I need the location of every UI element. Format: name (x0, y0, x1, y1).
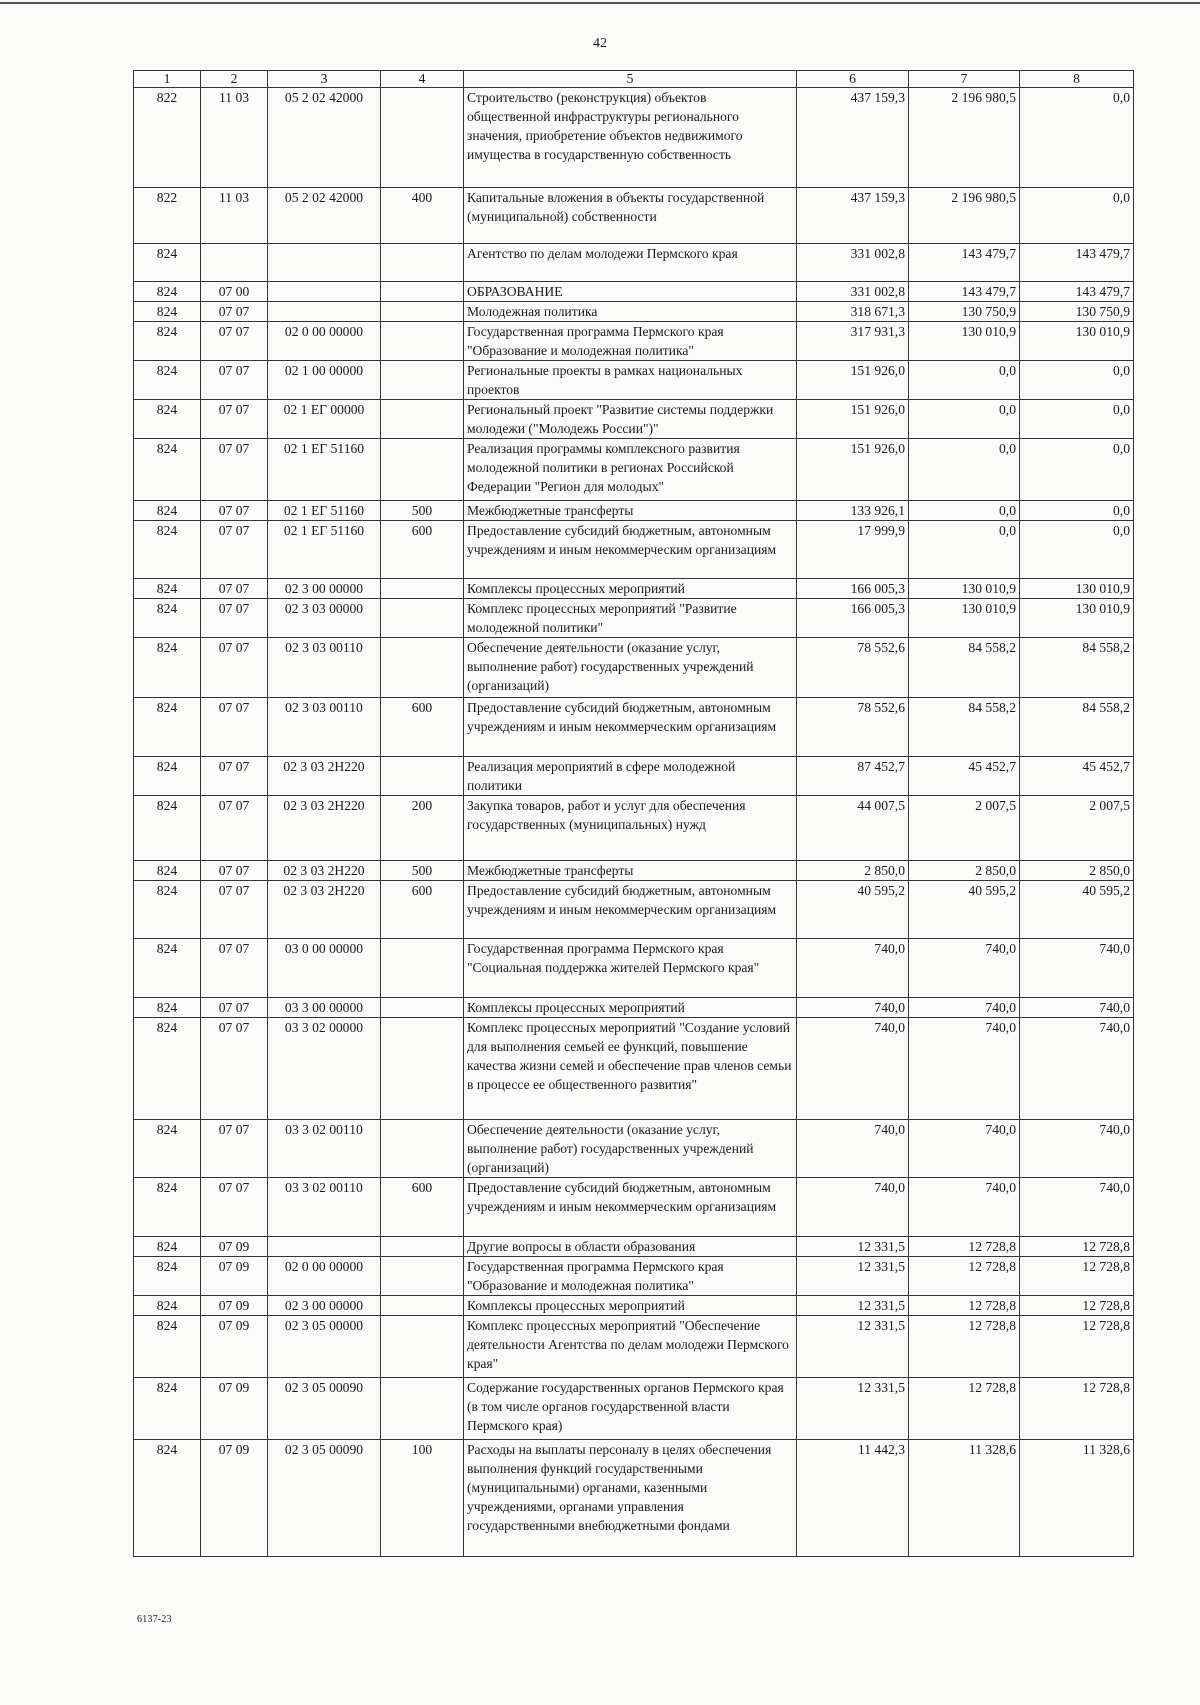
amount-col-7-cell: 0,0 (909, 361, 1020, 400)
amount-col-6-cell: 11 442,3 (797, 1440, 909, 1557)
amount-col-7-cell: 12 728,8 (909, 1257, 1020, 1296)
amount-col-6-cell: 166 005,3 (797, 579, 909, 599)
section-code-cell: 07 07 (201, 1018, 268, 1120)
table-row (134, 1257, 1134, 1296)
amount-col-8-cell: 740,0 (1020, 1018, 1134, 1120)
admin-code-cell: 824 (134, 1120, 201, 1178)
section-code-cell: 07 07 (201, 1120, 268, 1178)
section-code-cell: 07 09 (201, 1296, 268, 1316)
table-row (134, 796, 1134, 861)
description-cell: Комплексы процессных мероприятий (464, 579, 797, 599)
amount-col-6-cell: 437 159,3 (797, 188, 909, 244)
header-col-4: 4 (381, 71, 464, 88)
section-code-cell: 07 07 (201, 796, 268, 861)
table-row (134, 599, 1134, 638)
expense-type-cell (381, 282, 464, 302)
table-row (134, 939, 1134, 998)
header-col-7: 7 (909, 71, 1020, 88)
expense-type-cell (381, 361, 464, 400)
top-border-line (0, 2, 1200, 4)
target-code-cell: 02 1 00 00000 (268, 361, 381, 400)
amount-col-8-cell: 2 850,0 (1020, 861, 1134, 881)
amount-col-6-cell: 317 931,3 (797, 322, 909, 361)
section-code-cell: 07 07 (201, 1178, 268, 1237)
amount-col-7-cell: 2 850,0 (909, 861, 1020, 881)
amount-col-8-cell: 130 750,9 (1020, 302, 1134, 322)
expense-type-cell: 100 (381, 1440, 464, 1557)
amount-col-7-cell: 2 196 980,5 (909, 88, 1020, 188)
expense-type-cell (381, 638, 464, 698)
amount-col-7-cell: 143 479,7 (909, 282, 1020, 302)
amount-col-7-cell: 2 196 980,5 (909, 188, 1020, 244)
table-row (134, 521, 1134, 579)
amount-col-8-cell: 12 728,8 (1020, 1257, 1134, 1296)
expense-type-cell: 500 (381, 861, 464, 881)
table-row (134, 1440, 1134, 1557)
amount-col-6-cell: 437 159,3 (797, 88, 909, 188)
admin-code-cell: 824 (134, 1257, 201, 1296)
amount-col-6-cell: 12 331,5 (797, 1257, 909, 1296)
table-row (134, 861, 1134, 881)
description-cell: Предоставление субсидий бюджетным, автономным учреждениям и иным некоммерческим организациям (464, 698, 797, 757)
admin-code-cell: 824 (134, 599, 201, 638)
target-code-cell: 02 3 00 00000 (268, 1296, 381, 1316)
amount-col-7-cell: 2 007,5 (909, 796, 1020, 861)
section-code-cell: 11 03 (201, 188, 268, 244)
table-row (134, 501, 1134, 521)
section-code-cell: 07 07 (201, 501, 268, 521)
expense-type-cell: 200 (381, 796, 464, 861)
table-row (134, 1120, 1134, 1178)
section-code-cell: 07 07 (201, 757, 268, 796)
amount-col-6-cell: 151 926,0 (797, 400, 909, 439)
description-cell: Государственная программа Пермского края "Образование и молодежная политика" (464, 1257, 797, 1296)
amount-col-8-cell: 12 728,8 (1020, 1237, 1134, 1257)
expense-type-cell (381, 1257, 464, 1296)
admin-code-cell: 824 (134, 861, 201, 881)
target-code-cell (268, 302, 381, 322)
target-code-cell: 02 3 05 00000 (268, 1316, 381, 1378)
admin-code-cell: 824 (134, 1378, 201, 1440)
expense-type-cell (381, 757, 464, 796)
amount-col-8-cell: 130 010,9 (1020, 599, 1134, 638)
target-code-cell: 03 3 02 00110 (268, 1120, 381, 1178)
amount-col-6-cell: 78 552,6 (797, 638, 909, 698)
description-cell: Предоставление субсидий бюджетным, автономным учреждениям и иным некоммерческим организациям (464, 881, 797, 939)
amount-col-8-cell: 0,0 (1020, 521, 1134, 579)
amount-col-6-cell: 151 926,0 (797, 439, 909, 501)
expense-type-cell (381, 579, 464, 599)
expense-type-cell (381, 599, 464, 638)
admin-code-cell: 824 (134, 521, 201, 579)
target-code-cell (268, 244, 381, 282)
description-cell: Закупка товаров, работ и услуг для обеспечения государственных (муниципальных) нужд (464, 796, 797, 861)
table-row (134, 439, 1134, 501)
header-row (134, 71, 1134, 88)
description-cell: Агентство по делам молодежи Пермского края (464, 244, 797, 282)
section-code-cell: 07 09 (201, 1316, 268, 1378)
amount-col-6-cell: 740,0 (797, 1018, 909, 1120)
section-code-cell: 07 07 (201, 998, 268, 1018)
amount-col-7-cell: 740,0 (909, 998, 1020, 1018)
description-cell: Расходы на выплаты персоналу в целях обеспечения выполнения функций государственными (муниципальными) органами, казенными учреждениями, органами управления государственными внебюджетными фондами (464, 1440, 797, 1557)
table-row (134, 244, 1134, 282)
description-cell: Государственная программа Пермского края "Образование и молодежная политика" (464, 322, 797, 361)
section-code-cell: 07 07 (201, 521, 268, 579)
table-row (134, 1237, 1134, 1257)
admin-code-cell: 822 (134, 188, 201, 244)
header-col-5: 5 (464, 71, 797, 88)
expense-type-cell: 600 (381, 881, 464, 939)
document-code: 6137-23 (137, 1614, 172, 1625)
admin-code-cell: 824 (134, 361, 201, 400)
description-cell: Обеспечение деятельности (оказание услуг, выполнение работ) государственных учреждений (организаций) (464, 1120, 797, 1178)
description-cell: Строительство (реконструкция) объектов общественной инфраструктуры регионального значения, приобретение объектов недвижимого имущества в государственную собственность (464, 88, 797, 188)
target-code-cell: 05 2 02 42000 (268, 188, 381, 244)
admin-code-cell: 824 (134, 282, 201, 302)
target-code-cell: 02 3 03 2Н220 (268, 861, 381, 881)
target-code-cell: 02 3 03 00110 (268, 638, 381, 698)
description-cell: Межбюджетные трансферты (464, 861, 797, 881)
admin-code-cell: 824 (134, 881, 201, 939)
admin-code-cell: 824 (134, 757, 201, 796)
description-cell: Комплексы процессных мероприятий (464, 1296, 797, 1316)
admin-code-cell: 824 (134, 796, 201, 861)
amount-col-8-cell: 0,0 (1020, 501, 1134, 521)
description-cell: Реализация мероприятий в сфере молодежной политики (464, 757, 797, 796)
amount-col-6-cell: 740,0 (797, 1120, 909, 1178)
amount-col-8-cell: 84 558,2 (1020, 698, 1134, 757)
target-code-cell: 05 2 02 42000 (268, 88, 381, 188)
expense-type-cell (381, 1378, 464, 1440)
target-code-cell: 02 3 03 2Н220 (268, 881, 381, 939)
expense-type-cell: 600 (381, 521, 464, 579)
budget-table (133, 70, 1134, 1557)
amount-col-7-cell: 84 558,2 (909, 698, 1020, 757)
table-row (134, 881, 1134, 939)
section-code-cell: 07 09 (201, 1257, 268, 1296)
description-cell: Региональные проекты в рамках национальных проектов (464, 361, 797, 400)
target-code-cell: 02 1 ЕГ 51160 (268, 521, 381, 579)
table-row (134, 638, 1134, 698)
expense-type-cell (381, 88, 464, 188)
amount-col-8-cell: 0,0 (1020, 188, 1134, 244)
amount-col-7-cell: 740,0 (909, 939, 1020, 998)
admin-code-cell: 824 (134, 302, 201, 322)
section-code-cell: 07 07 (201, 638, 268, 698)
section-code-cell: 07 07 (201, 939, 268, 998)
table-row (134, 1378, 1134, 1440)
admin-code-cell: 824 (134, 501, 201, 521)
admin-code-cell: 822 (134, 88, 201, 188)
section-code-cell: 07 07 (201, 400, 268, 439)
amount-col-7-cell: 40 595,2 (909, 881, 1020, 939)
amount-col-6-cell: 151 926,0 (797, 361, 909, 400)
amount-col-8-cell: 740,0 (1020, 1178, 1134, 1237)
header-col-1: 1 (134, 71, 201, 88)
amount-col-6-cell: 87 452,7 (797, 757, 909, 796)
amount-col-7-cell: 0,0 (909, 521, 1020, 579)
target-code-cell: 02 0 00 00000 (268, 322, 381, 361)
section-code-cell (201, 244, 268, 282)
amount-col-8-cell: 0,0 (1020, 361, 1134, 400)
section-code-cell: 07 07 (201, 361, 268, 400)
header-col-3: 3 (268, 71, 381, 88)
amount-col-6-cell: 331 002,8 (797, 282, 909, 302)
expense-type-cell: 500 (381, 501, 464, 521)
amount-col-6-cell: 2 850,0 (797, 861, 909, 881)
table-row (134, 1018, 1134, 1120)
description-cell: Молодежная политика (464, 302, 797, 322)
section-code-cell: 07 09 (201, 1440, 268, 1557)
table-row (134, 998, 1134, 1018)
description-cell: Государственная программа Пермского края "Социальная поддержка жителей Пермского края" (464, 939, 797, 998)
description-cell: Другие вопросы в области образования (464, 1237, 797, 1257)
description-cell: Комплекс процессных мероприятий "Создание условий для выполнения семьей ее функций, повышение качества жизни семей и обеспечение прав членов семьи в процессе ее общественного развития" (464, 1018, 797, 1120)
description-cell: Региональный проект "Развитие системы поддержки молодежи ("Молодежь России")" (464, 400, 797, 439)
description-cell: Комплексы процессных мероприятий (464, 998, 797, 1018)
amount-col-7-cell: 12 728,8 (909, 1378, 1020, 1440)
amount-col-8-cell: 12 728,8 (1020, 1296, 1134, 1316)
target-code-cell: 03 0 00 00000 (268, 939, 381, 998)
table-row (134, 361, 1134, 400)
amount-col-6-cell: 133 926,1 (797, 501, 909, 521)
expense-type-cell (381, 439, 464, 501)
target-code-cell (268, 282, 381, 302)
admin-code-cell: 824 (134, 1237, 201, 1257)
amount-col-8-cell: 0,0 (1020, 439, 1134, 501)
section-code-cell: 07 07 (201, 579, 268, 599)
amount-col-8-cell: 84 558,2 (1020, 638, 1134, 698)
target-code-cell: 02 3 00 00000 (268, 579, 381, 599)
description-cell: Комплекс процессных мероприятий "Развитие молодежной политики" (464, 599, 797, 638)
amount-col-6-cell: 318 671,3 (797, 302, 909, 322)
amount-col-8-cell: 740,0 (1020, 1120, 1134, 1178)
description-cell: Капитальные вложения в объекты государственной (муниципальной) собственности (464, 188, 797, 244)
amount-col-7-cell: 11 328,6 (909, 1440, 1020, 1557)
expense-type-cell: 600 (381, 698, 464, 757)
description-cell: Реализация программы комплексного развития молодежной политики в регионах Российской Федерации "Регион для молодых" (464, 439, 797, 501)
expense-type-cell (381, 1237, 464, 1257)
amount-col-6-cell: 740,0 (797, 1178, 909, 1237)
amount-col-7-cell: 740,0 (909, 1120, 1020, 1178)
amount-col-6-cell: 17 999,9 (797, 521, 909, 579)
target-code-cell (268, 1237, 381, 1257)
amount-col-8-cell: 130 010,9 (1020, 322, 1134, 361)
admin-code-cell: 824 (134, 638, 201, 698)
description-cell: Комплекс процессных мероприятий "Обеспечение деятельности Агентства по делам молодежи Пермского края" (464, 1316, 797, 1378)
amount-col-8-cell: 143 479,7 (1020, 282, 1134, 302)
admin-code-cell: 824 (134, 1316, 201, 1378)
expense-type-cell (381, 302, 464, 322)
amount-col-8-cell: 45 452,7 (1020, 757, 1134, 796)
amount-col-7-cell: 0,0 (909, 400, 1020, 439)
amount-col-8-cell: 130 010,9 (1020, 579, 1134, 599)
table-row (134, 302, 1134, 322)
target-code-cell: 02 3 03 00000 (268, 599, 381, 638)
description-cell: Межбюджетные трансферты (464, 501, 797, 521)
expense-type-cell (381, 1316, 464, 1378)
amount-col-6-cell: 12 331,5 (797, 1296, 909, 1316)
expense-type-cell (381, 1120, 464, 1178)
amount-col-8-cell: 12 728,8 (1020, 1378, 1134, 1440)
description-cell: Содержание государственных органов Пермского края (в том числе органов государственной власти Пермского края) (464, 1378, 797, 1440)
target-code-cell: 02 3 05 00090 (268, 1440, 381, 1557)
amount-col-8-cell: 143 479,7 (1020, 244, 1134, 282)
section-code-cell: 07 09 (201, 1378, 268, 1440)
section-code-cell: 07 07 (201, 599, 268, 638)
target-code-cell: 02 1 ЕГ 51160 (268, 501, 381, 521)
amount-col-6-cell: 44 007,5 (797, 796, 909, 861)
admin-code-cell: 824 (134, 400, 201, 439)
amount-col-8-cell: 740,0 (1020, 998, 1134, 1018)
amount-col-6-cell: 331 002,8 (797, 244, 909, 282)
description-cell: Обеспечение деятельности (оказание услуг, выполнение работ) государственных учреждений (организаций) (464, 638, 797, 698)
target-code-cell: 03 3 00 00000 (268, 998, 381, 1018)
admin-code-cell: 824 (134, 579, 201, 599)
section-code-cell: 07 07 (201, 698, 268, 757)
table-row (134, 400, 1134, 439)
table-row (134, 1178, 1134, 1237)
expense-type-cell: 400 (381, 188, 464, 244)
amount-col-7-cell: 130 010,9 (909, 322, 1020, 361)
table-row (134, 1316, 1134, 1378)
table-row (134, 698, 1134, 757)
section-code-cell: 07 07 (201, 439, 268, 501)
amount-col-8-cell: 0,0 (1020, 400, 1134, 439)
section-code-cell: 07 09 (201, 1237, 268, 1257)
table-row (134, 579, 1134, 599)
amount-col-8-cell: 0,0 (1020, 88, 1134, 188)
amount-col-8-cell: 12 728,8 (1020, 1316, 1134, 1378)
expense-type-cell (381, 1018, 464, 1120)
expense-type-cell (381, 998, 464, 1018)
admin-code-cell: 824 (134, 939, 201, 998)
page-number: 42 (593, 36, 607, 51)
amount-col-6-cell: 40 595,2 (797, 881, 909, 939)
expense-type-cell (381, 1296, 464, 1316)
amount-col-7-cell: 130 010,9 (909, 599, 1020, 638)
amount-col-7-cell: 130 750,9 (909, 302, 1020, 322)
table-row (134, 757, 1134, 796)
admin-code-cell: 824 (134, 1296, 201, 1316)
table-row (134, 88, 1134, 188)
amount-col-6-cell: 78 552,6 (797, 698, 909, 757)
section-code-cell: 07 07 (201, 322, 268, 361)
amount-col-7-cell: 740,0 (909, 1018, 1020, 1120)
description-cell: Предоставление субсидий бюджетным, автономным учреждениям и иным некоммерческим организациям (464, 521, 797, 579)
target-code-cell: 02 3 05 00090 (268, 1378, 381, 1440)
amount-col-7-cell: 0,0 (909, 439, 1020, 501)
amount-col-7-cell: 130 010,9 (909, 579, 1020, 599)
table-row (134, 1296, 1134, 1316)
table-row (134, 282, 1134, 302)
table-row (134, 322, 1134, 361)
amount-col-7-cell: 0,0 (909, 501, 1020, 521)
admin-code-cell: 824 (134, 322, 201, 361)
header-col-6: 6 (797, 71, 909, 88)
description-cell: ОБРАЗОВАНИЕ (464, 282, 797, 302)
admin-code-cell: 824 (134, 1440, 201, 1557)
expense-type-cell: 600 (381, 1178, 464, 1237)
section-code-cell: 07 07 (201, 302, 268, 322)
section-code-cell: 07 07 (201, 861, 268, 881)
amount-col-8-cell: 40 595,2 (1020, 881, 1134, 939)
target-code-cell: 02 3 03 2Н220 (268, 757, 381, 796)
target-code-cell: 03 3 02 00000 (268, 1018, 381, 1120)
header-col-2: 2 (201, 71, 268, 88)
amount-col-6-cell: 12 331,5 (797, 1316, 909, 1378)
header-col-8: 8 (1020, 71, 1134, 88)
amount-col-6-cell: 740,0 (797, 939, 909, 998)
amount-col-6-cell: 12 331,5 (797, 1378, 909, 1440)
expense-type-cell (381, 400, 464, 439)
expense-type-cell (381, 939, 464, 998)
expense-type-cell (381, 322, 464, 361)
amount-col-8-cell: 2 007,5 (1020, 796, 1134, 861)
section-code-cell: 11 03 (201, 88, 268, 188)
amount-col-8-cell: 740,0 (1020, 939, 1134, 998)
admin-code-cell: 824 (134, 244, 201, 282)
amount-col-7-cell: 84 558,2 (909, 638, 1020, 698)
section-code-cell: 07 00 (201, 282, 268, 302)
amount-col-7-cell: 12 728,8 (909, 1296, 1020, 1316)
amount-col-6-cell: 12 331,5 (797, 1237, 909, 1257)
amount-col-7-cell: 12 728,8 (909, 1316, 1020, 1378)
target-code-cell: 02 0 00 00000 (268, 1257, 381, 1296)
table-row (134, 188, 1134, 244)
admin-code-cell: 824 (134, 998, 201, 1018)
amount-col-6-cell: 166 005,3 (797, 599, 909, 638)
description-cell: Предоставление субсидий бюджетным, автономным учреждениям и иным некоммерческим организациям (464, 1178, 797, 1237)
section-code-cell: 07 07 (201, 881, 268, 939)
amount-col-7-cell: 740,0 (909, 1178, 1020, 1237)
amount-col-8-cell: 11 328,6 (1020, 1440, 1134, 1557)
admin-code-cell: 824 (134, 698, 201, 757)
target-code-cell: 02 1 ЕГ 51160 (268, 439, 381, 501)
amount-col-7-cell: 143 479,7 (909, 244, 1020, 282)
expense-type-cell (381, 244, 464, 282)
admin-code-cell: 824 (134, 439, 201, 501)
admin-code-cell: 824 (134, 1018, 201, 1120)
amount-col-7-cell: 45 452,7 (909, 757, 1020, 796)
target-code-cell: 02 1 ЕГ 00000 (268, 400, 381, 439)
admin-code-cell: 824 (134, 1178, 201, 1237)
target-code-cell: 02 3 03 00110 (268, 698, 381, 757)
amount-col-6-cell: 740,0 (797, 998, 909, 1018)
amount-col-7-cell: 12 728,8 (909, 1237, 1020, 1257)
target-code-cell: 03 3 02 00110 (268, 1178, 381, 1237)
target-code-cell: 02 3 03 2Н220 (268, 796, 381, 861)
